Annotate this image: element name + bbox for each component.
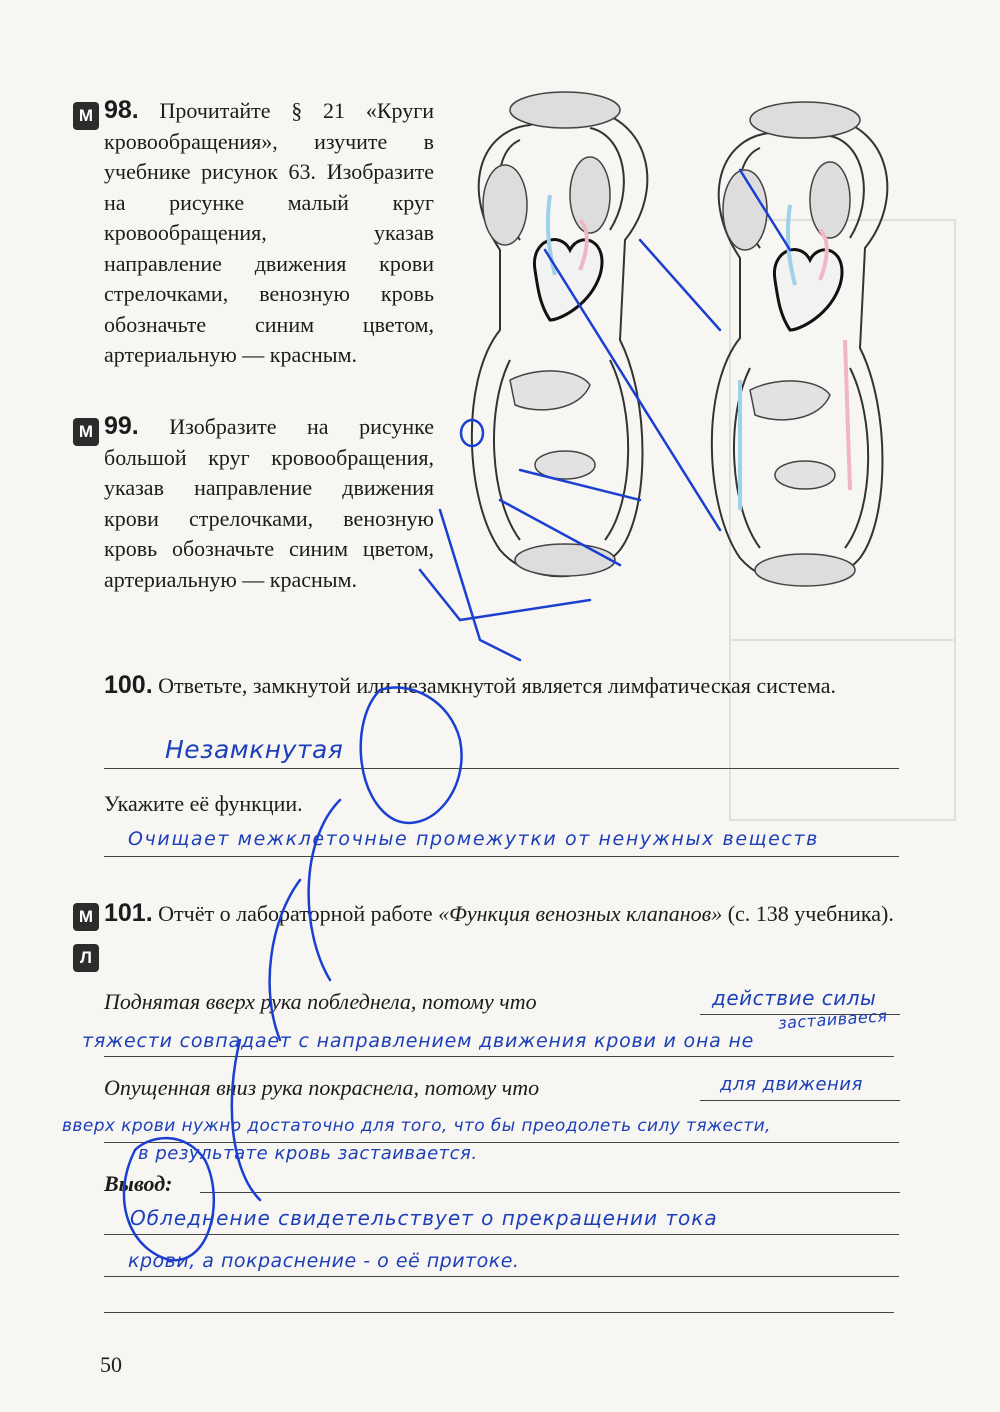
task-text: Изобразите на рисунке большой круг кровообращения, указав направление движения крови стрелочками, венозную кровь обозначьте синим цветом, артериальную — красным. [104,414,435,592]
task-98 [104,95,434,371]
title-prefix: Отчёт о лабораторной работе [158,901,433,926]
page-number: 50 [100,1352,122,1377]
task-101-title [104,898,904,930]
answer-lowered-arm-3: в результате кровь застаивается. [138,1143,478,1164]
question-lowered-arm: Опущенная вниз рука покраснела, потому что [104,1075,540,1100]
answer-lowered-arm-2: вверх крови нужно достаточно для того, что бы преодолеть силу тяжести, [62,1116,771,1136]
answer-raised-arm-2: тяжести совпадает с направлением движения крови и она не [82,1030,755,1052]
answer-line [200,1192,900,1193]
task-number: 101. [104,899,153,927]
answer-closed-open: Незамкнутая [165,735,344,764]
hearts [534,240,842,330]
answer-line [104,856,899,857]
answer-line [104,1056,894,1057]
task-100-question [104,670,904,702]
functions-answer: Очищает межклеточные промежутки от ненужных веществ [128,828,819,850]
task-99 [104,411,434,595]
m-badge: М [73,418,99,446]
answer-line [700,1100,900,1101]
functions-label: Укажите её функции. [104,791,303,816]
task-number: 99. [104,412,139,440]
lungs [483,92,860,586]
task-text: Прочитайте § 21 «Круги кровообращения», изучите в учебнике рисунок 63. Изобразите на рисунке малый круг кровообращения, указав направление движения крови стрелочками, венозную кровь обозначьте синим цветом, артериальную — красным. [104,98,435,367]
task-number: 100. [104,671,153,699]
answer-line [104,1276,899,1277]
answer-line [104,1234,899,1235]
l-badge: Л [73,944,99,972]
answer-lowered-arm-1: для движения [720,1074,863,1095]
title-italic: «Функция венозных клапанов» [438,901,723,926]
m-badge: М [73,102,99,130]
liver-intestine [510,371,835,489]
conclusion-label: Вывод: [104,1171,173,1196]
conclusion-answer-2: крови, а покраснение - о её притоке. [128,1250,520,1272]
answer-raised-arm-1: действие силы [712,986,877,1010]
question-raised-arm: Поднятая вверх рука побледнела, потому что [104,989,537,1014]
task-text: Ответьте, замкнутой или незамкнутой является лимфатическая система. [158,673,837,698]
answer-line [104,768,899,769]
task-number: 98. [104,96,139,124]
answer-raised-arm-insert: застаиваеся [777,1006,889,1033]
circulation-diagrams [440,80,910,600]
title-suffix: (с. 138 учебника). [727,901,894,926]
answer-line [104,1312,894,1313]
m-badge: М [73,903,99,931]
conclusion-answer-1: Обледнение свидетельствует о прекращении тока [130,1206,718,1230]
